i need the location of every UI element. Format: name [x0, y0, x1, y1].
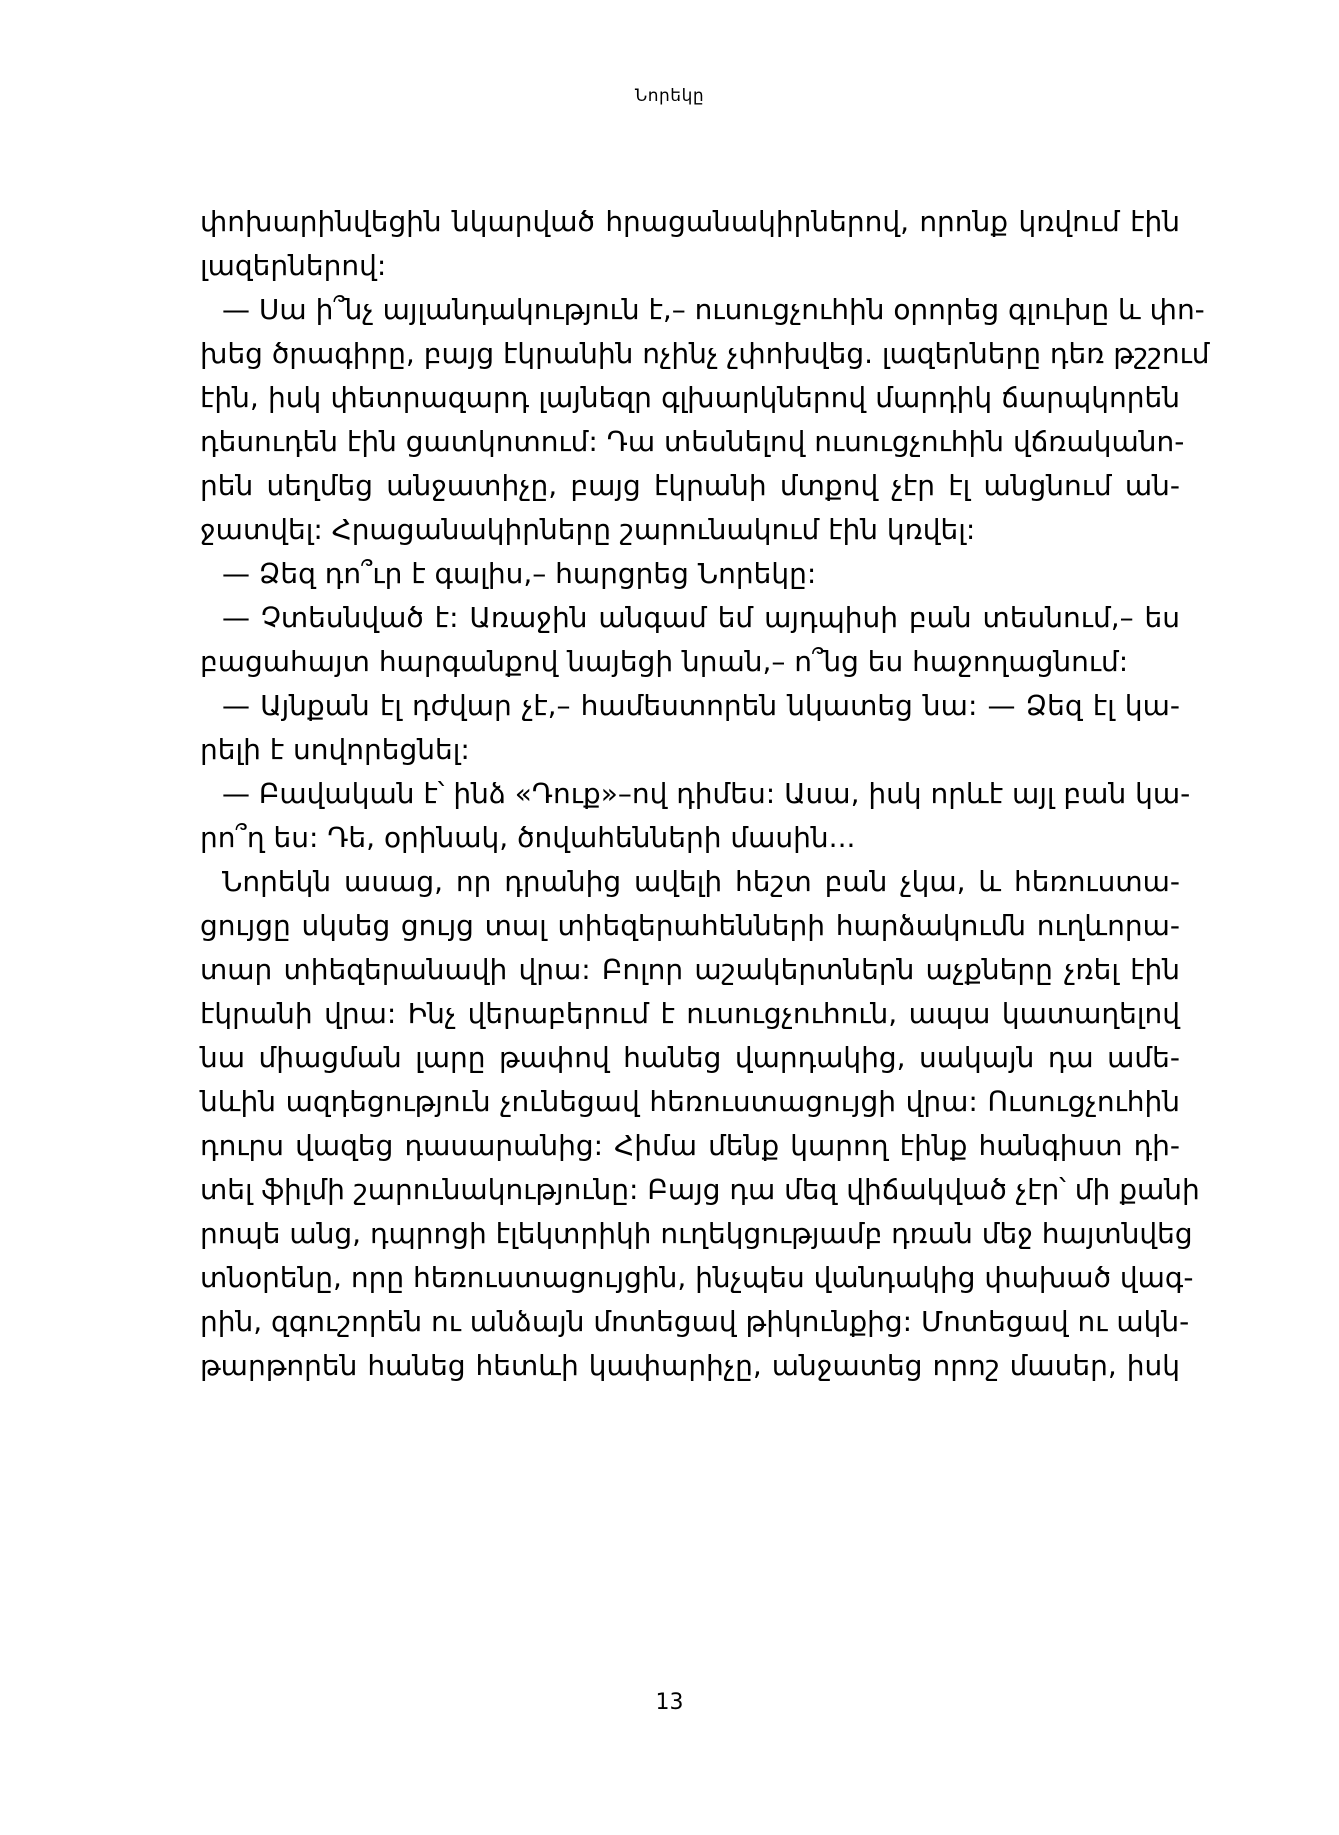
text-line: րոպե անց, դպրոցի էլեկտրիկի ուղեկցությամբ դռան մեջ հայտնվեց — [200, 1217, 1193, 1250]
text-line: էկրանի վրա: Ինչ վերաբերում է ուսուցչուհուն, ապա կատաղելով — [200, 997, 1180, 1030]
text-line: դուրս վազեց դասարանից: Հիմա մենք կարող էինք հանգիստ դի- — [200, 1129, 1180, 1162]
text-line: խեց ծրագիրը, բայց էկրանին ոչինչ չփոխվեց. լազերները դեռ թշշում — [200, 337, 1210, 370]
body-text — [200, 200, 1210, 1388]
text-line: րին, զգուշորեն ու անձայն մոտեցավ թիկունքից: Մոտեցավ ու ակն- — [200, 1305, 1190, 1338]
text-line: նա միացման լարը թափով հանեց վարդակից, սակայն դա ամե- — [200, 1041, 1180, 1074]
text-line: րո՞ղ ես: Դե, օրինակ, ծովահենների մասին... — [200, 821, 856, 854]
text-line: տար տիեզերանավի վրա: Բոլոր աշակերտներն աչքները չռել էին — [200, 953, 1180, 986]
page-number: 13 — [655, 1690, 684, 1715]
text-line: թարթորեն հանեց հետևի կափարիչը, անջատեց որոշ մասեր, իսկ — [200, 1349, 1180, 1382]
text-line: դեսուդեն էին ցատկոտում: Դա տեսնելով ուսուցչուհին վճռականո- — [200, 425, 1185, 458]
text-line: բացահայտ հարգանքով նայեցի նրան,– ո՞նց ես հաջողացնում: — [200, 645, 1129, 678]
text-line: էին, իսկ փետրազարդ լայնեզր գլխարկներով մարդիկ ճարպկորեն — [200, 381, 1180, 414]
text-line: — Բավական է՝ ինձ «Դուք»–ով դիմես: Ասա, իսկ որևէ այլ բան կա- — [222, 777, 1191, 810]
text-line: — Այնքան էլ դժվար չէ,– համեստորեն նկատեց նա: — Ձեզ էլ կա- — [222, 689, 1180, 722]
text-line: նևին ազդեցություն չունեցավ հեռուստացույցի վրա: Ուսուցչուհին — [200, 1085, 1180, 1118]
text-line: փոխարինվեցին նկարված հրացանակիրներով, որոնք կռվում էին — [200, 205, 1180, 238]
text-line: լազերներով: — [200, 249, 387, 282]
text-line: տնօրենը, որը հեռուստացույցին, ինչպես վանդակից փախած վագ- — [200, 1261, 1194, 1294]
text-line: — Ձեզ դո՞ւր է գալիս,– հարցրեց Նորեկը: — [222, 557, 817, 590]
text-line: — Չտեսնված է: Առաջին անգամ եմ այդպիսի բան տեսնում,– ես — [222, 601, 1180, 634]
running-header: Նորեկը — [634, 86, 705, 106]
text-line: ջատվել: Հրացանակիրները շարունակում էին կռվել: — [200, 513, 976, 546]
text-line: ցույցը սկսեց ցույց տալ տիեզերահենների հարձակումն ուղևորա- — [200, 909, 1180, 942]
text-line: րեն սեղմեց անջատիչը, բայց էկրանի մտքով չէր էլ անցնում ան- — [200, 469, 1180, 502]
text-line: Նորեկն ասաց, որ դրանից ավելի հեշտ բան չկա, և հեռուստա- — [222, 865, 1180, 898]
text-line: րելի է սովորեցնել: — [200, 733, 470, 766]
text-line: տել ֆիլմի շարունակությունը: Բայց դա մեզ վիճակված չէր՝ մի քանի — [200, 1173, 1200, 1206]
text-line: — Սա ի՞նչ այլանդակություն է,– ուսուցչուհին օրորեց գլուխը և փո- — [222, 293, 1205, 326]
